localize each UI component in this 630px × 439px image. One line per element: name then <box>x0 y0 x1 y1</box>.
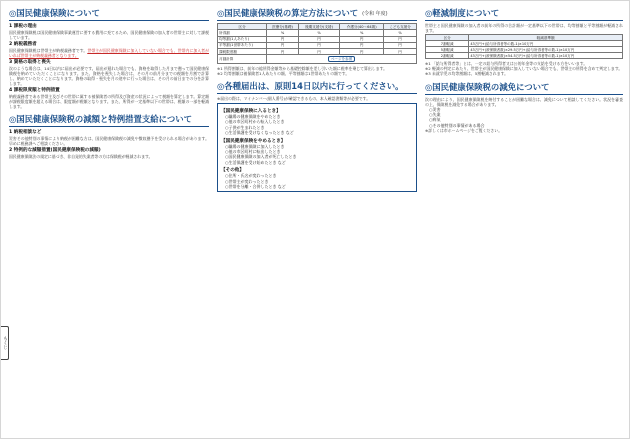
section-title-calc <box>217 7 417 21</box>
relief-cell: 43万円+(給与所得者等の数-1)×10万円 <box>469 41 623 47</box>
para-limit: 納税義務者である世帯主及びその世帯に属する被保険者の所得及び資産の状況によって税額を算定します。算定額が課税限度額を超える場合は、限度額が税額となります。また、所得が一定基準以下の世帯は、税額の一部を軽減します。 <box>9 93 209 109</box>
calc-cell: 円 <box>340 36 384 42</box>
calc-th: 後期支援分(支援) <box>298 24 339 30</box>
calc-cell-note <box>267 55 417 63</box>
para-special: 国民健康保険法の規定に基づき、非自発的失業者等の方は保険税が軽減されます。 <box>9 153 153 159</box>
section-title-reduction: ◎国民健康保険税の減額と特例措置支給について <box>9 113 209 127</box>
heading-limit: 4 課税限度額と特例措置 <box>9 88 60 94</box>
list-item: ○職場の健康保険に加入したとき <box>225 143 285 149</box>
calc-cell: 円 <box>267 42 299 48</box>
calc-note-2: ※2 均等割額は被保険者1人あたりの額、平等割額は1世帯あたりの額です。 <box>217 70 350 76</box>
calc-note-1: ※1 所得割額は、前年の総所得金額等から基礎控除額を差し引いた額に税率を乗じて算出します。 <box>217 65 388 71</box>
exemption-intro: 次の理由により、国民健康保険税を納付することが困難な場合は、減免について相談してください。状況を審査の上、保険税を減免する場合があります。 <box>425 96 623 107</box>
calc-cell: 円 <box>298 36 339 42</box>
column-left <box>9 7 209 432</box>
calc-cell: 課税限度額 <box>218 49 267 55</box>
relief-note-1: ※1 「給与所得者等」とは、一定の給与所得者又は公的年金等の支給を受ける方をいいます。 <box>425 61 588 67</box>
calc-cell: 平等割(1世帯あたり) <box>218 42 267 48</box>
list-item: ○子供が生まれたとき <box>225 124 265 130</box>
calc-cell: 円 <box>384 42 417 48</box>
see-page-link[interactable]: ページを参照 <box>328 56 356 62</box>
calc-cell: 円 <box>384 49 417 55</box>
exemption-list <box>425 107 623 129</box>
calc-th: こども支援分 <box>384 24 417 30</box>
para-taxpayer <box>9 48 209 58</box>
list-item: ○生活保護を受けなくなったとき など <box>225 130 294 136</box>
relief-table <box>425 34 623 59</box>
list-item: ○失業 <box>429 112 441 118</box>
list-item: ○住所・氏名が変わったとき <box>225 173 277 179</box>
heading-special: 2 特例的な減額措置(国民健康保険税の減額) <box>9 148 101 154</box>
bracket-other: 【その他】 <box>221 168 244 174</box>
heading-taxpayer: 2 納税義務者 <box>9 42 37 48</box>
section-title-calc-year: (令和 年度) <box>362 10 388 17</box>
column-right <box>425 7 623 432</box>
list-item: ○世帯を分離・合併したとき など <box>225 183 286 189</box>
calc-cell: 円 <box>267 36 299 42</box>
heading-qualification: 3 資格の取得と喪失 <box>9 60 51 66</box>
calc-cell: 月割計算 <box>218 55 267 63</box>
section-title-exemption: ◎国民健康保険税の減免について <box>425 81 623 95</box>
list-item: ○病気 <box>429 117 441 123</box>
notification-intro: ※届出の際は、マイナンバー(個人番号)が確認できるもの、本人確認書類等が必要です。 <box>217 95 371 101</box>
relief-th: 区分 <box>426 35 469 41</box>
calc-cell: 円 <box>340 42 384 48</box>
list-item: ○生活保護を受け始めたとき など <box>225 159 286 165</box>
relief-cell: 2割軽減 <box>426 53 469 59</box>
index-tab[interactable]: もくじ <box>1 326 9 360</box>
calc-cell: 所得割 <box>218 30 267 36</box>
calc-cell: % <box>267 30 299 36</box>
relief-cell: 5割軽減 <box>426 47 469 53</box>
table-row <box>426 53 623 59</box>
relief-cell: 43万円+(被保険者数)×29.5万円+(給与所得者等の数-1)×10万円 <box>469 47 623 53</box>
bracket-leave: 【国民健康保険をやめるとき】 <box>221 138 286 144</box>
column-middle <box>217 7 417 432</box>
section-title-nhi: ◎国民健康保険について <box>9 7 209 21</box>
para-taxpayer-highlight: 世帯主が国民健康保険に加入していない場合でも、世帯内に加入者がいれば世帯主が納税義務者となります。 <box>9 47 209 58</box>
list-item: ○他の市区町村に転出したとき <box>225 148 281 154</box>
calc-cell: % <box>340 30 384 36</box>
calc-cell: 円 <box>298 42 339 48</box>
exemption-note: ※詳しくは市ホームページをご覧ください。 <box>425 128 503 134</box>
calc-th: 介護分(40〜64歳) <box>340 24 384 30</box>
notification-box <box>217 103 417 192</box>
section-title-calc-text: ◎国民健康保険税の算定方法について <box>217 8 359 18</box>
list-item: ○災害 <box>429 106 441 112</box>
calc-cell: 均等割(1人あたり) <box>218 36 267 42</box>
heading-consultation: 1 納税相談など <box>9 130 42 136</box>
calc-table <box>217 23 417 64</box>
list-item: ○国民健康保険の加入者が死亡したとき <box>225 154 297 160</box>
calc-th: 区分 <box>218 24 267 30</box>
calc-cell: 円 <box>267 49 299 55</box>
heading-tax-reason: 1 課税の理由 <box>9 24 37 29</box>
bracket-join: 【国民健康保険に入るとき】 <box>221 108 281 114</box>
relief-th: 軽減基準額 <box>469 35 623 41</box>
calc-cell: % <box>384 30 417 36</box>
calc-th: 医療分(基礎) <box>267 24 299 30</box>
list-item: ○世帯主が変わったとき <box>225 178 269 184</box>
table-row <box>218 55 417 63</box>
calc-cell: 円 <box>340 49 384 55</box>
relief-intro: 世帯主と国民健康保険の加入者の前年の所得の合計額が一定基準以下の世帯は、均等割額と平等割額が軽減されます。 <box>425 23 623 34</box>
calc-cell: 円 <box>298 49 339 55</box>
relief-cell: 7割軽減 <box>426 41 469 47</box>
calc-cell: 円 <box>384 36 417 42</box>
list-item: ○職場の健康保険をやめたとき <box>225 113 281 119</box>
relief-cell: 43万円+(被保険者数)×54.5万円+(給与所得者等の数-1)×10万円 <box>469 53 623 59</box>
section-title-relief: ◎軽減制度について <box>425 7 623 21</box>
calc-cell: % <box>298 30 339 36</box>
relief-note-2: ※2 軽減の判定にあたり、世帯主が国民健康保険に加入していない場合でも、世帯主の所得を含めて判定します。 <box>425 66 623 72</box>
list-item: ○他の市区町村から転入したとき <box>225 119 285 125</box>
relief-note-3: ※3 未就学児の均等割額は、5割軽減されます。 <box>425 71 509 77</box>
para-qualification: 次のような場合は、14日以内に届出が必要です。届出が遅れた場合でも、資格を取得した月まで遡って国民健康保険税を納めていただくことになります。また、資格を喪失した場合は、その月の前月分までの税額を月割で計算し、納めていただくことになります。資格の取得・喪失を月の途中に行った場合は、その月の前日までの分を計算します。 <box>9 65 209 86</box>
para-taxpayer-text: 国民健康保険税は世帯主が納税義務者です。 <box>9 47 88 53</box>
para-tax-reason: 国民健康保険税は国民健康保険事業運営に要する費用に充てるため、国民健康保険の加入者の世帯主に対して課税しています。 <box>9 29 209 40</box>
para-consultation: 災害その他特別の事情により納税が困難な方は、国民健康保険税の減免や徴収猶予を受けられる場合があります。早めに税務課へご相談ください。 <box>9 135 209 146</box>
list-item: ○その他特別の事情がある場合 <box>429 122 485 128</box>
section-title-notification: ◎各種届出は、原則14日以内に行ってください。 <box>217 80 417 94</box>
